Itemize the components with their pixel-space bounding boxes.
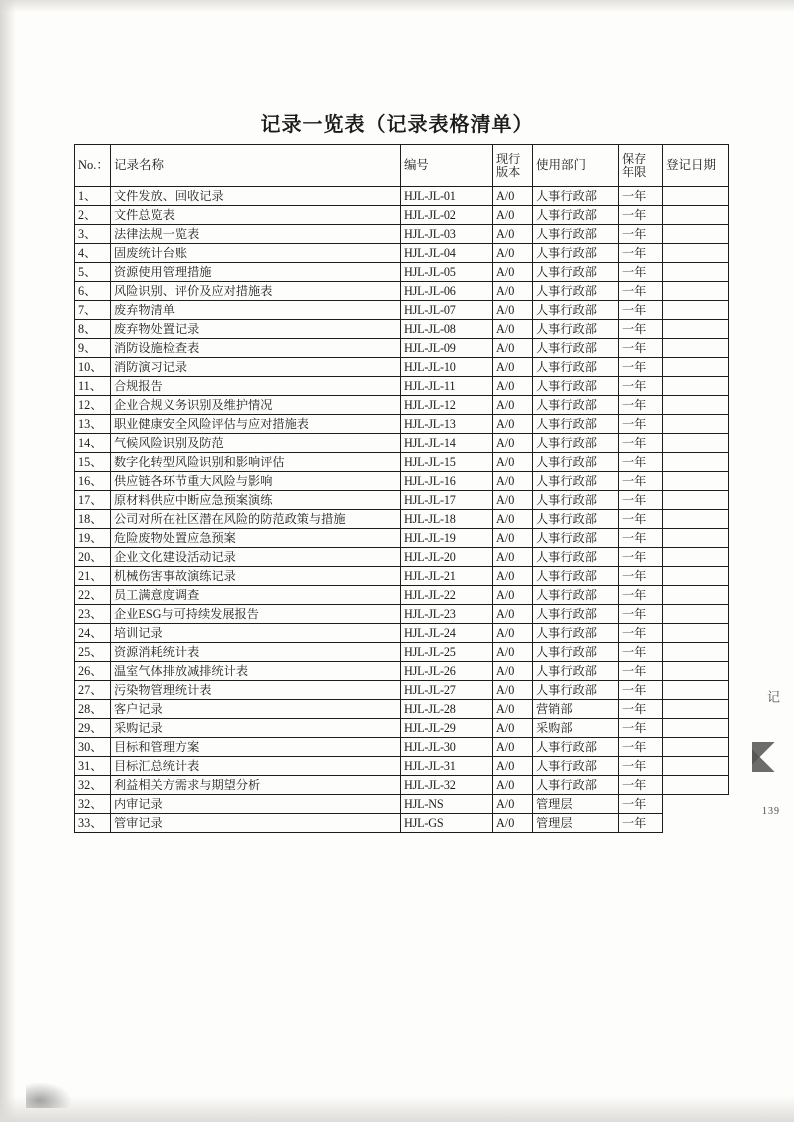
column-header-name: 记录名称 — [111, 145, 401, 187]
cell-version: A/0 — [493, 510, 533, 529]
cell-retention: 一年 — [619, 339, 663, 358]
cell-version: A/0 — [493, 339, 533, 358]
cell-register-date — [663, 700, 729, 719]
cell-register-date — [663, 643, 729, 662]
cell-version: A/0 — [493, 187, 533, 206]
cell-version: A/0 — [493, 415, 533, 434]
cell-retention: 一年 — [619, 662, 663, 681]
cell-version: A/0 — [493, 776, 533, 795]
cell-department: 人事行政部 — [533, 377, 619, 396]
cell-retention: 一年 — [619, 719, 663, 738]
cell-record-code: HJL-JL-04 — [401, 244, 493, 263]
table-row — [75, 605, 729, 624]
cell-version: A/0 — [493, 320, 533, 339]
cell-record-code: HJL-JL-08 — [401, 320, 493, 339]
column-header-version — [493, 145, 533, 187]
cell-record-name: 文件总览表 — [111, 206, 401, 225]
cell-register-date — [663, 225, 729, 244]
cell-retention: 一年 — [619, 320, 663, 339]
cell-register-date — [663, 529, 729, 548]
table-row — [75, 662, 729, 681]
cell-no: 15、 — [75, 453, 111, 472]
cell-department: 人事行政部 — [533, 510, 619, 529]
cell-version: A/0 — [493, 548, 533, 567]
table-row — [75, 282, 729, 301]
table-row — [75, 624, 729, 643]
cell-department: 管理层 — [533, 814, 619, 833]
cell-department: 人事行政部 — [533, 282, 619, 301]
cell-record-code: HJL-JL-29 — [401, 719, 493, 738]
cell-record-code: HJL-JL-27 — [401, 681, 493, 700]
scan-edge-bottom — [0, 1096, 794, 1122]
table-row — [75, 453, 729, 472]
cell-version: A/0 — [493, 244, 533, 263]
cell-version: A/0 — [493, 814, 533, 833]
cell-retention: 一年 — [619, 377, 663, 396]
table-row — [75, 187, 729, 206]
cell-version: A/0 — [493, 662, 533, 681]
cell-retention: 一年 — [619, 472, 663, 491]
cell-register-date — [663, 776, 729, 795]
cell-no: 17、 — [75, 491, 111, 510]
cell-record-code: HJL-JL-14 — [401, 434, 493, 453]
cell-department: 人事行政部 — [533, 491, 619, 510]
cell-record-name: 目标汇总统计表 — [111, 757, 401, 776]
cell-department: 人事行政部 — [533, 358, 619, 377]
cell-version: A/0 — [493, 586, 533, 605]
cell-register-date — [663, 719, 729, 738]
cell-version: A/0 — [493, 567, 533, 586]
cell-no: 4、 — [75, 244, 111, 263]
cell-register-date — [663, 605, 729, 624]
cell-no: 22、 — [75, 586, 111, 605]
cell-record-code: HJL-JL-05 — [401, 263, 493, 282]
cell-record-code: HJL-JL-15 — [401, 453, 493, 472]
cell-no: 32、 — [75, 795, 111, 814]
cell-retention: 一年 — [619, 776, 663, 795]
cell-no: 12、 — [75, 396, 111, 415]
cell-register-date — [663, 415, 729, 434]
cell-record-code: HJL-JL-30 — [401, 738, 493, 757]
column-header-retention-line1: 保存 — [622, 151, 647, 166]
cell-record-name: 消防演习记录 — [111, 358, 401, 377]
cell-record-name: 员工满意度调查 — [111, 586, 401, 605]
cell-record-name: 数字化转型风险识别和影响评估 — [111, 453, 401, 472]
table-row — [75, 244, 729, 263]
cell-record-name: 气候风险识别及防范 — [111, 434, 401, 453]
cell-version: A/0 — [493, 681, 533, 700]
cell-no: 13、 — [75, 415, 111, 434]
cell-department: 采购部 — [533, 719, 619, 738]
table-row — [75, 586, 729, 605]
cell-record-name: 采购记录 — [111, 719, 401, 738]
column-header-department: 使用部门 — [533, 145, 619, 187]
cell-no: 1、 — [75, 187, 111, 206]
cell-record-name: 风险识别、评价及应对措施表 — [111, 282, 401, 301]
cell-record-name: 管审记录 — [111, 814, 401, 833]
cell-register-date — [663, 795, 729, 814]
cell-retention: 一年 — [619, 700, 663, 719]
cell-retention: 一年 — [619, 206, 663, 225]
cell-department: 人事行政部 — [533, 301, 619, 320]
cell-retention: 一年 — [619, 453, 663, 472]
cell-no: 14、 — [75, 434, 111, 453]
cell-version: A/0 — [493, 491, 533, 510]
cell-department: 人事行政部 — [533, 206, 619, 225]
cell-register-date — [663, 282, 729, 301]
cell-department: 人事行政部 — [533, 605, 619, 624]
cell-register-date — [663, 263, 729, 282]
cell-register-date — [663, 206, 729, 225]
cell-register-date — [663, 377, 729, 396]
cell-retention: 一年 — [619, 681, 663, 700]
cell-retention: 一年 — [619, 301, 663, 320]
cell-register-date — [663, 396, 729, 415]
cell-record-code: HJL-JL-32 — [401, 776, 493, 795]
cell-record-name: 文件发放、回收记录 — [111, 187, 401, 206]
cell-register-date — [663, 510, 729, 529]
table-row — [75, 263, 729, 282]
cell-record-name: 污染物管理统计表 — [111, 681, 401, 700]
cell-department: 人事行政部 — [533, 187, 619, 206]
cell-record-name: 消防设施检查表 — [111, 339, 401, 358]
table-row — [75, 472, 729, 491]
cell-no: 29、 — [75, 719, 111, 738]
cell-no: 25、 — [75, 643, 111, 662]
page-title: 记录一览表（记录表格清单） — [260, 112, 534, 136]
cell-register-date — [663, 453, 729, 472]
column-header-retention — [619, 145, 663, 187]
table-row — [75, 814, 729, 833]
cell-record-code: HJL-JL-02 — [401, 206, 493, 225]
cell-no: 23、 — [75, 605, 111, 624]
cell-no: 11、 — [75, 377, 111, 396]
cell-record-code: HJL-JL-13 — [401, 415, 493, 434]
cell-record-code: HJL-JL-17 — [401, 491, 493, 510]
margin-stamp-text: 记 — [765, 690, 780, 705]
cell-retention: 一年 — [619, 396, 663, 415]
cell-record-name: 职业健康安全风险评估与应对措施表 — [111, 415, 401, 434]
cell-record-code: HJL-JL-18 — [401, 510, 493, 529]
cell-record-name: 供应链各环节重大风险与影响 — [111, 472, 401, 491]
scan-edge-top — [0, 0, 794, 12]
cell-no: 27、 — [75, 681, 111, 700]
cell-record-name: 机械伤害事故演练记录 — [111, 567, 401, 586]
cell-record-name: 客户记录 — [111, 700, 401, 719]
cell-version: A/0 — [493, 757, 533, 776]
cell-department: 人事行政部 — [533, 396, 619, 415]
column-header-register-date: 登记日期 — [663, 145, 729, 187]
cell-retention: 一年 — [619, 263, 663, 282]
cell-department: 管理层 — [533, 795, 619, 814]
cell-record-name: 废弃物处置记录 — [111, 320, 401, 339]
cell-retention: 一年 — [619, 757, 663, 776]
cell-retention: 一年 — [619, 358, 663, 377]
cell-record-name: 资源使用管理措施 — [111, 263, 401, 282]
cell-department: 人事行政部 — [533, 738, 619, 757]
cell-record-code: HJL-JL-25 — [401, 643, 493, 662]
cell-no: 31、 — [75, 757, 111, 776]
scan-edge-left — [0, 0, 16, 1122]
cell-record-code: HJL-JL-20 — [401, 548, 493, 567]
cell-record-code: HJL-JL-06 — [401, 282, 493, 301]
cell-record-code: HJL-JL-24 — [401, 624, 493, 643]
cell-record-code: HJL-JL-19 — [401, 529, 493, 548]
cell-record-name: 企业文化建设活动记录 — [111, 548, 401, 567]
cell-record-name: 法律法规一览表 — [111, 225, 401, 244]
cell-retention: 一年 — [619, 187, 663, 206]
cell-department: 营销部 — [533, 700, 619, 719]
cell-version: A/0 — [493, 263, 533, 282]
cell-register-date — [663, 320, 729, 339]
cell-version: A/0 — [493, 282, 533, 301]
cell-department: 人事行政部 — [533, 263, 619, 282]
cell-no: 24、 — [75, 624, 111, 643]
cell-version: A/0 — [493, 795, 533, 814]
cell-department: 人事行政部 — [533, 681, 619, 700]
cell-record-code: HJL-JL-28 — [401, 700, 493, 719]
cell-no: 33、 — [75, 814, 111, 833]
table-row — [75, 643, 729, 662]
cell-version: A/0 — [493, 358, 533, 377]
cell-record-name: 企业ESG与可持续发展报告 — [111, 605, 401, 624]
cell-register-date — [663, 358, 729, 377]
table-row — [75, 301, 729, 320]
table-row — [75, 320, 729, 339]
cell-retention: 一年 — [619, 510, 663, 529]
cell-version: A/0 — [493, 624, 533, 643]
cell-register-date — [663, 434, 729, 453]
cell-retention: 一年 — [619, 624, 663, 643]
cell-record-code: HJL-JL-10 — [401, 358, 493, 377]
cell-department: 人事行政部 — [533, 244, 619, 263]
table-row — [75, 548, 729, 567]
table-row — [75, 358, 729, 377]
cell-register-date — [663, 567, 729, 586]
table-row — [75, 738, 729, 757]
cell-department: 人事行政部 — [533, 415, 619, 434]
cell-version: A/0 — [493, 301, 533, 320]
cell-record-code: HJL-JL-16 — [401, 472, 493, 491]
cell-department: 人事行政部 — [533, 624, 619, 643]
table-row — [75, 434, 729, 453]
table-row — [75, 396, 729, 415]
cell-record-name: 内审记录 — [111, 795, 401, 814]
cell-record-name: 目标和管理方案 — [111, 738, 401, 757]
cell-record-code: HJL-JL-03 — [401, 225, 493, 244]
cell-register-date — [663, 491, 729, 510]
table-row — [75, 206, 729, 225]
table-row — [75, 776, 729, 795]
cell-department: 人事行政部 — [533, 586, 619, 605]
cell-department: 人事行政部 — [533, 339, 619, 358]
cell-record-code: HJL-JL-31 — [401, 757, 493, 776]
cell-no: 6、 — [75, 282, 111, 301]
table-row — [75, 377, 729, 396]
records-table-wrap — [74, 144, 717, 833]
cell-version: A/0 — [493, 396, 533, 415]
table-row — [75, 719, 729, 738]
cell-version: A/0 — [493, 643, 533, 662]
cell-record-name: 企业合规义务识别及维护情况 — [111, 396, 401, 415]
cell-no: 8、 — [75, 320, 111, 339]
cell-no: 19、 — [75, 529, 111, 548]
cell-record-name: 危险废物处置应急预案 — [111, 529, 401, 548]
cell-record-code: HJL-GS — [401, 814, 493, 833]
records-table — [74, 144, 729, 833]
cell-no: 20、 — [75, 548, 111, 567]
cell-record-code: HJL-JL-12 — [401, 396, 493, 415]
cell-record-name: 利益相关方需求与期望分析 — [111, 776, 401, 795]
margin-page-mark: 139 — [762, 806, 780, 817]
cell-register-date — [663, 244, 729, 263]
table-header-row — [75, 145, 729, 187]
cell-record-code: HJL-JL-11 — [401, 377, 493, 396]
cell-version: A/0 — [493, 529, 533, 548]
cell-record-name: 原材料供应中断应急预案演练 — [111, 491, 401, 510]
corner-smudge — [26, 1082, 72, 1108]
cell-no: 7、 — [75, 301, 111, 320]
cell-no: 18、 — [75, 510, 111, 529]
cell-record-code: HJL-JL-26 — [401, 662, 493, 681]
table-row — [75, 757, 729, 776]
cell-no: 30、 — [75, 738, 111, 757]
cell-register-date — [663, 681, 729, 700]
cell-record-name: 固废统计台账 — [111, 244, 401, 263]
cell-retention: 一年 — [619, 548, 663, 567]
cell-department: 人事行政部 — [533, 453, 619, 472]
column-header-retention-line2: 年限 — [622, 164, 647, 179]
column-header-no: No.： — [75, 145, 111, 187]
cell-record-name: 公司对所在社区潜在风险的防范政策与措施 — [111, 510, 401, 529]
cell-version: A/0 — [493, 719, 533, 738]
cell-retention: 一年 — [619, 491, 663, 510]
cell-register-date — [663, 187, 729, 206]
table-row — [75, 491, 729, 510]
cell-department: 人事行政部 — [533, 567, 619, 586]
table-row — [75, 510, 729, 529]
cell-version: A/0 — [493, 605, 533, 624]
cell-record-name: 温室气体排放减排统计表 — [111, 662, 401, 681]
cell-record-code: HJL-JL-22 — [401, 586, 493, 605]
cell-record-name: 废弃物清单 — [111, 301, 401, 320]
cell-department: 人事行政部 — [533, 529, 619, 548]
cell-retention: 一年 — [619, 567, 663, 586]
cell-register-date — [663, 548, 729, 567]
cell-department: 人事行政部 — [533, 776, 619, 795]
cell-department: 人事行政部 — [533, 548, 619, 567]
cell-register-date — [663, 339, 729, 358]
cell-no: 21、 — [75, 567, 111, 586]
cell-no: 5、 — [75, 263, 111, 282]
cell-no: 10、 — [75, 358, 111, 377]
cell-department: 人事行政部 — [533, 472, 619, 491]
cell-department: 人事行政部 — [533, 757, 619, 776]
cell-version: A/0 — [493, 453, 533, 472]
cell-department: 人事行政部 — [533, 434, 619, 453]
cell-record-name: 资源消耗统计表 — [111, 643, 401, 662]
cell-record-name: 培训记录 — [111, 624, 401, 643]
table-header — [75, 145, 729, 187]
cell-register-date — [663, 757, 729, 776]
cell-version: A/0 — [493, 377, 533, 396]
column-header-code: 编号 — [401, 145, 493, 187]
cell-version: A/0 — [493, 738, 533, 757]
cell-version: A/0 — [493, 225, 533, 244]
cell-retention: 一年 — [619, 415, 663, 434]
table-row — [75, 795, 729, 814]
cell-no: 28、 — [75, 700, 111, 719]
cell-version: A/0 — [493, 700, 533, 719]
cell-register-date — [663, 472, 729, 491]
cell-retention: 一年 — [619, 605, 663, 624]
cell-department: 人事行政部 — [533, 225, 619, 244]
cell-record-code: HJL-JL-07 — [401, 301, 493, 320]
table-row — [75, 415, 729, 434]
cell-retention: 一年 — [619, 643, 663, 662]
column-header-version-line2: 版本 — [496, 164, 521, 179]
cell-record-name: 合规报告 — [111, 377, 401, 396]
cell-retention: 一年 — [619, 434, 663, 453]
cell-retention: 一年 — [619, 586, 663, 605]
table-row — [75, 225, 729, 244]
cell-version: A/0 — [493, 206, 533, 225]
cell-retention: 一年 — [619, 225, 663, 244]
cell-department: 人事行政部 — [533, 643, 619, 662]
cell-register-date — [663, 662, 729, 681]
cell-register-date — [663, 738, 729, 757]
cell-version: A/0 — [493, 434, 533, 453]
column-header-version-line1: 现行 — [496, 151, 521, 166]
cell-register-date — [663, 301, 729, 320]
cell-register-date — [663, 624, 729, 643]
table-body — [75, 187, 729, 833]
cell-no: 32、 — [75, 776, 111, 795]
cell-retention: 一年 — [619, 529, 663, 548]
cell-record-code: HJL-NS — [401, 795, 493, 814]
table-row — [75, 567, 729, 586]
cell-retention: 一年 — [619, 244, 663, 263]
cell-department: 人事行政部 — [533, 320, 619, 339]
cell-no: 2、 — [75, 206, 111, 225]
cell-record-code: HJL-JL-09 — [401, 339, 493, 358]
cell-department: 人事行政部 — [533, 662, 619, 681]
cell-register-date — [663, 586, 729, 605]
cell-version: A/0 — [493, 472, 533, 491]
cell-no: 9、 — [75, 339, 111, 358]
margin-smudge-icon — [752, 742, 778, 772]
cell-record-code: HJL-JL-21 — [401, 567, 493, 586]
cell-register-date — [663, 814, 729, 833]
table-row — [75, 339, 729, 358]
table-row — [75, 681, 729, 700]
cell-no: 16、 — [75, 472, 111, 491]
cell-retention: 一年 — [619, 738, 663, 757]
table-row — [75, 529, 729, 548]
table-row — [75, 700, 729, 719]
cell-record-code: HJL-JL-23 — [401, 605, 493, 624]
cell-retention: 一年 — [619, 282, 663, 301]
cell-no: 3、 — [75, 225, 111, 244]
cell-record-code: HJL-JL-01 — [401, 187, 493, 206]
cell-retention: 一年 — [619, 795, 663, 814]
cell-retention: 一年 — [619, 814, 663, 833]
cell-no: 26、 — [75, 662, 111, 681]
